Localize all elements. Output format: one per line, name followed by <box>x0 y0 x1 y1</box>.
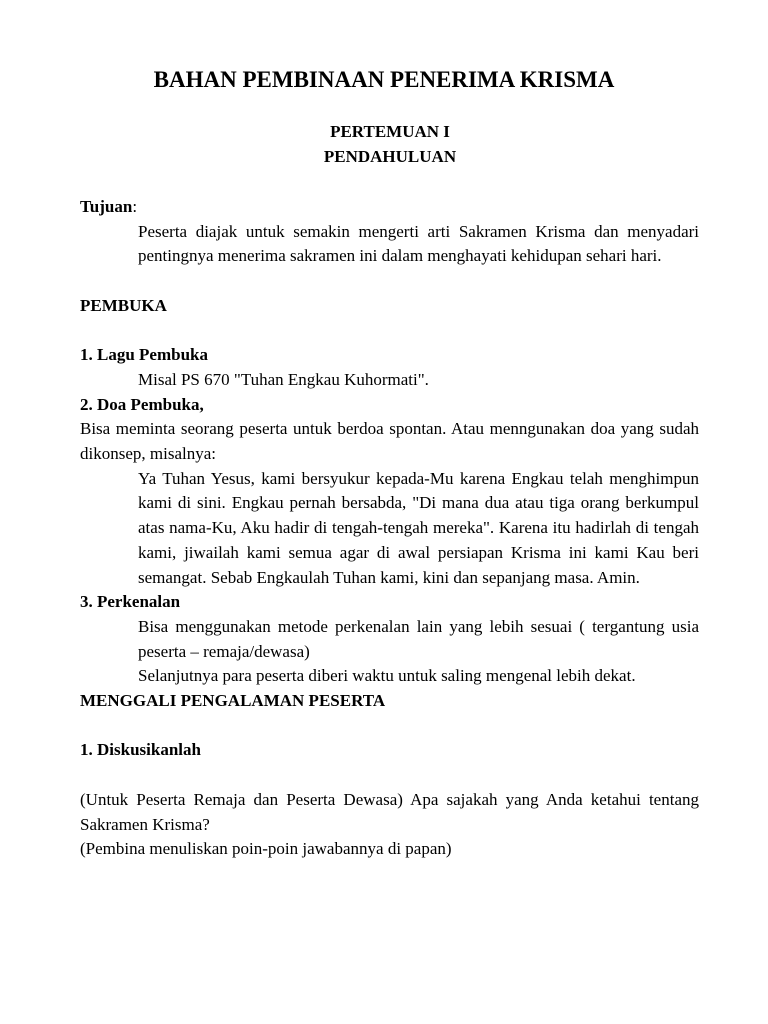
lagu-pembuka-text: Misal PS 670 "Tuhan Engkau Kuhormati". <box>138 369 429 389</box>
doa-pembuka-heading: 2. Doa Pembuka, <box>80 394 204 414</box>
document-title: BAHAN PEMBINAAN PENERIMA KRISMA <box>153 67 615 92</box>
spacer <box>80 714 699 739</box>
diskusi-heading: 1. Diskusikanlah <box>80 740 201 760</box>
document-body <box>80 195 699 862</box>
perkenalan-text-2: Selanjutnya para peserta diberi waktu untuk saling mengenal lebih dekat. <box>138 666 636 686</box>
diskusi-question: (Untuk Peserta Remaja dan Peserta Dewasa) Apa sajakah yang Anda ketahui tentang Sakramen Krisma? <box>80 789 699 834</box>
tujuan-colon: : <box>132 197 138 216</box>
diskusi-note: (Pembina menuliskan poin-poin jawabannya di papan) <box>80 839 452 859</box>
spacer <box>80 763 699 788</box>
doa-pembuka-intro: Bisa meminta seorang peserta untuk berdoa spontan. Atau menngunakan doa yang sudah dikonsep, misalnya: <box>80 419 699 463</box>
menggali-heading: MENGGALI PENGALAMAN PESERTA <box>80 691 386 711</box>
tujuan-label: Tujuan <box>80 197 133 216</box>
meeting-number: PERTEMUAN I <box>330 122 450 141</box>
perkenalan-heading: 3. Perkenalan <box>80 592 181 612</box>
doa-pembuka-prayer: Ya Tuhan Yesus, kami bersyukur kepada-Mu karena Engkau telah menghimpun kami di sini. Engkau pernah bersabda, "Di mana dua atau tiga orang berkumpul atas nama-Ku, Aku hadir di tengah-tengah mereka". Karena itu hadirlah di tengah kami, jiwailah kami semua agar di awal persiapan Krisma ini kami Kau beri semangat. Sebab Engkaulah Tuhan kami, kini dan sepanjang masa. Amin. <box>138 468 699 587</box>
spacer <box>80 319 699 344</box>
pembuka-heading: PEMBUKA <box>80 295 167 315</box>
tujuan-text: Peserta diajak untuk semakin mengerti arti Sakramen Krisma dan menyadari pentingnya menerima sakramen ini dalam menghayati kehidupan sehari hari. <box>138 221 699 266</box>
spacer <box>80 269 699 294</box>
perkenalan-text-1: Bisa menggunakan metode perkenalan lain yang lebih sesuai ( tergantung usia peserta – remaja/dewasa) <box>138 616 699 661</box>
tujuan-label-line <box>80 195 699 220</box>
meeting-topic: PENDAHULUAN <box>323 147 457 166</box>
lagu-pembuka-heading: 1. Lagu Pembuka <box>80 345 208 365</box>
